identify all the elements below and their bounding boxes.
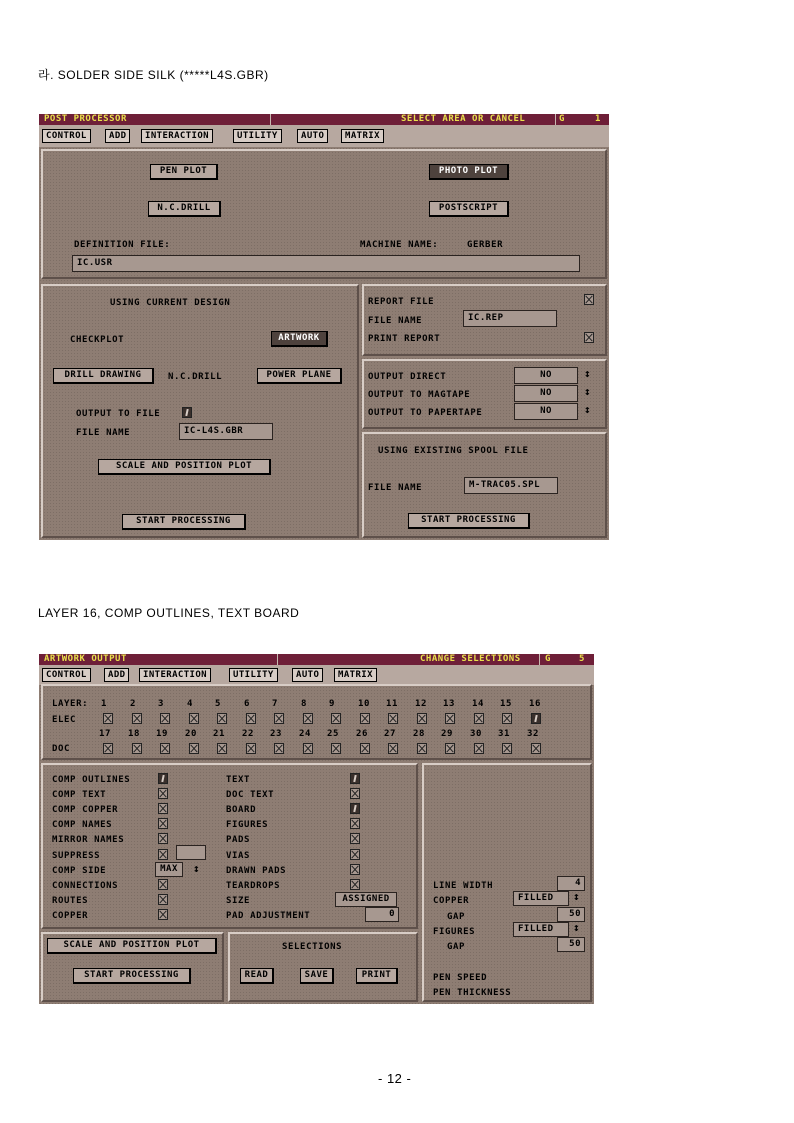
file-name-field[interactable]: IC-L4S.GBR: [179, 423, 273, 440]
layer-number: 12: [415, 699, 428, 709]
photo-plot-button[interactable]: PHOTO PLOT: [429, 164, 509, 180]
layer-number: 13: [443, 699, 456, 709]
layer-number: 7: [272, 699, 279, 709]
option-checkbox[interactable]: [350, 849, 360, 860]
option-checkbox[interactable]: [158, 818, 168, 829]
figures-fill-label: FIGURES: [433, 927, 476, 937]
pen-thickness-label: PEN THICKNESS: [433, 988, 512, 998]
pad-adjustment-field[interactable]: 0: [365, 907, 399, 922]
window-title: POST PROCESSOR: [44, 114, 127, 124]
elec-layer-checkbox[interactable]: [502, 713, 512, 724]
page-number: - 12 -: [378, 1071, 412, 1086]
nc-drill-label: N.C.DRILL: [168, 372, 223, 382]
elec-layer-checkbox[interactable]: [246, 713, 256, 724]
layer-label: LAYER:: [52, 699, 89, 709]
menu-control[interactable]: CONTROL: [42, 668, 91, 682]
caption-solder-side-silk: 라. SOLDER SIDE SILK (*****L4S.GBR): [38, 68, 269, 82]
elec-layer-checkbox[interactable]: [531, 713, 541, 724]
option-checkbox[interactable]: [158, 788, 168, 799]
status-prompt: CHANGE SELECTIONS: [420, 654, 521, 664]
option-checkbox[interactable]: [350, 773, 360, 784]
copper-gap-label: GAP: [447, 912, 466, 922]
doc-label: DOC: [52, 744, 71, 754]
menu-control[interactable]: CONTROL: [42, 129, 91, 143]
option-label: COPPER: [52, 911, 89, 921]
doc-layer-checkbox[interactable]: [132, 743, 142, 754]
menu-add[interactable]: ADD: [105, 129, 130, 143]
status-number: 5: [579, 654, 585, 664]
spool-name-label: FILE NAME: [368, 483, 423, 493]
figures-gap-label: GAP: [447, 942, 466, 952]
doc-layer-checkbox[interactable]: [274, 743, 284, 754]
checkplot-option[interactable]: CHECKPLOT: [70, 335, 125, 345]
scale-position-plot-button[interactable]: SCALE AND POSITION PLOT: [98, 459, 271, 475]
caption-layer-16: LAYER 16, COMP OUTLINES, TEXT BOARD: [38, 606, 300, 620]
option-checkbox[interactable]: [350, 833, 360, 844]
suppress-field[interactable]: [176, 845, 206, 860]
option-label: CONNECTIONS: [52, 881, 119, 891]
layer-number: 2: [130, 699, 137, 709]
option-checkbox[interactable]: [158, 803, 168, 814]
print-report-label: PRINT REPORT: [368, 334, 441, 344]
option-label: COMP TEXT: [52, 790, 107, 800]
elec-layer-checkbox[interactable]: [217, 713, 227, 724]
copper-gap-field[interactable]: 50: [557, 907, 585, 922]
print-report-checkbox[interactable]: [584, 332, 594, 343]
power-plane-button[interactable]: POWER PLANE: [257, 368, 342, 384]
doc-layer-checkbox[interactable]: [160, 743, 170, 754]
option-label: ROUTES: [52, 896, 89, 906]
status-number: 1: [595, 114, 601, 124]
option-label: SIZE: [226, 896, 251, 906]
layer-number: 5: [215, 699, 222, 709]
status-g: G: [545, 654, 551, 664]
report-name-label: FILE NAME: [368, 316, 423, 326]
doc-layer-checkbox[interactable]: [103, 743, 113, 754]
doc-layer-checkbox[interactable]: [246, 743, 256, 754]
layer-number: 22: [242, 729, 255, 739]
elec-layer-checkbox[interactable]: [103, 713, 113, 724]
current-design-panel: [41, 284, 359, 538]
option-label: SUPPRESS: [52, 851, 101, 861]
doc-layer-checkbox[interactable]: [388, 743, 398, 754]
layer-number: 6: [244, 699, 251, 709]
window-title-bar: [39, 114, 609, 125]
layer-number: 30: [470, 729, 483, 739]
elec-layer-checkbox[interactable]: [303, 713, 313, 724]
layer-number: 19: [156, 729, 169, 739]
layer-number: 31: [498, 729, 511, 739]
doc-layer-checkbox[interactable]: [189, 743, 199, 754]
using-current-design-heading: USING CURRENT DESIGN: [110, 298, 231, 308]
layer-number: 26: [356, 729, 369, 739]
size-field[interactable]: ASSIGNED: [335, 892, 397, 907]
elec-layer-checkbox[interactable]: [189, 713, 199, 724]
option-label: VIAS: [226, 851, 251, 861]
layer-number: 24: [299, 729, 312, 739]
spool-panel: [362, 432, 607, 538]
menu-interaction[interactable]: INTERACTION: [139, 668, 211, 682]
option-checkbox[interactable]: [158, 894, 168, 905]
layer-number: 27: [384, 729, 397, 739]
figures-gap-field[interactable]: 50: [557, 937, 585, 952]
definition-file-field[interactable]: IC.USR: [72, 255, 580, 272]
read-button[interactable]: READ: [240, 968, 274, 984]
layer-number: 10: [358, 699, 371, 709]
output-to-file-label: OUTPUT TO FILE: [76, 409, 161, 419]
menu-utility[interactable]: UTILITY: [229, 668, 278, 682]
option-label: COMP NAMES: [52, 820, 113, 830]
pen-settings-panel: [422, 763, 592, 1002]
elec-layer-checkbox[interactable]: [274, 713, 284, 724]
option-checkbox[interactable]: [158, 909, 168, 920]
output-magtape-arrows-icon[interactable]: ↕: [584, 385, 591, 398]
option-label: MIRROR NAMES: [52, 835, 125, 845]
output-to-file-checkbox[interactable]: [182, 407, 192, 418]
output-papertape-label: OUTPUT TO PAPERTAPE: [368, 408, 483, 418]
window-title: ARTWORK OUTPUT: [44, 654, 127, 664]
elec-layer-checkbox[interactable]: [445, 713, 455, 724]
menu-utility[interactable]: UTILITY: [233, 129, 282, 143]
artwork-button[interactable]: ARTWORK: [271, 331, 328, 347]
option-label: BOARD: [226, 805, 257, 815]
layer-selection-panel: [41, 684, 592, 760]
elec-layer-checkbox[interactable]: [474, 713, 484, 724]
selections-heading: SELECTIONS: [282, 942, 343, 952]
report-file-checkbox[interactable]: [584, 294, 594, 305]
option-checkbox[interactable]: [158, 849, 168, 860]
elec-layer-checkbox[interactable]: [132, 713, 142, 724]
option-label: PADS: [226, 835, 251, 845]
nc-drill-button[interactable]: N.C.DRILL: [148, 201, 221, 217]
layer-number: 14: [472, 699, 485, 709]
layer-number: 29: [441, 729, 454, 739]
menu-bar: [39, 665, 594, 685]
status-g: G: [559, 114, 565, 124]
output-direct-arrows-icon[interactable]: ↕: [584, 367, 591, 380]
doc-layer-checkbox[interactable]: [445, 743, 455, 754]
option-label: TEARDROPS: [226, 881, 281, 891]
option-label: COMP COPPER: [52, 805, 119, 815]
option-checkbox[interactable]: [158, 773, 168, 784]
layer-number: 16: [529, 699, 542, 709]
elec-label: ELEC: [52, 715, 77, 725]
option-checkbox[interactable]: [350, 864, 360, 875]
copper-fill-arrows-icon[interactable]: ↕: [573, 890, 580, 903]
option-label: FIGURES: [226, 820, 269, 830]
menu-matrix[interactable]: MATRIX: [341, 129, 384, 143]
option-label: COMP SIDE: [52, 866, 107, 876]
comp-side-field[interactable]: MAX: [155, 862, 183, 877]
layer-number: 1: [101, 699, 108, 709]
start-processing-button[interactable]: START PROCESSING: [122, 514, 246, 530]
option-checkbox[interactable]: [350, 879, 360, 890]
spool-name-field[interactable]: M-TRAC05.SPL: [464, 477, 558, 494]
doc-layer-checkbox[interactable]: [331, 743, 341, 754]
output-magtape-field[interactable]: NO: [514, 385, 578, 402]
scale-position-plot-button[interactable]: SCALE AND POSITION PLOT: [47, 938, 217, 954]
figures-fill-field[interactable]: FILLED: [513, 922, 569, 937]
figures-fill-arrows-icon[interactable]: ↕: [573, 921, 580, 934]
doc-layer-checkbox[interactable]: [417, 743, 427, 754]
layer-number: 17: [99, 729, 112, 739]
option-checkbox[interactable]: [350, 803, 360, 814]
processing-panel: [41, 932, 224, 1002]
elec-layer-checkbox[interactable]: [360, 713, 370, 724]
output-target-panel: [362, 359, 607, 429]
doc-layer-checkbox[interactable]: [303, 743, 313, 754]
pen-plot-button[interactable]: PEN PLOT: [150, 164, 218, 180]
layer-number: 28: [413, 729, 426, 739]
report-panel: [362, 284, 607, 356]
output-papertape-arrows-icon[interactable]: ↕: [584, 403, 591, 416]
line-width-field[interactable]: 4: [557, 876, 585, 891]
print-button[interactable]: PRINT: [356, 968, 398, 984]
option-checkbox[interactable]: [350, 818, 360, 829]
option-label: DRAWN PADS: [226, 866, 287, 876]
layer-number: 23: [270, 729, 283, 739]
doc-layer-checkbox[interactable]: [502, 743, 512, 754]
elec-layer-checkbox[interactable]: [160, 713, 170, 724]
layer-number: 8: [301, 699, 308, 709]
output-direct-label: OUTPUT DIRECT: [368, 372, 447, 382]
layer-number: 3: [158, 699, 165, 709]
doc-layer-checkbox[interactable]: [360, 743, 370, 754]
file-name-label: FILE NAME: [76, 428, 131, 438]
option-label: PAD ADJUSTMENT: [226, 911, 311, 921]
copper-fill-field[interactable]: FILLED: [513, 891, 569, 906]
layer-number: 32: [527, 729, 540, 739]
output-magtape-label: OUTPUT TO MAGTAPE: [368, 390, 471, 400]
layer-number: 25: [327, 729, 340, 739]
machine-name-value: GERBER: [467, 240, 504, 250]
report-name-field[interactable]: IC.REP: [463, 310, 557, 327]
doc-layer-checkbox[interactable]: [531, 743, 541, 754]
layer-number: 9: [329, 699, 336, 709]
menu-bar: [39, 125, 609, 147]
menu-matrix[interactable]: MATRIX: [334, 668, 377, 682]
save-button[interactable]: SAVE: [300, 968, 334, 984]
report-file-label: REPORT FILE: [368, 297, 435, 307]
option-checkbox[interactable]: [158, 879, 168, 890]
plot-type-panel: [41, 149, 607, 279]
layer-number: 11: [386, 699, 399, 709]
layer-number: 15: [500, 699, 513, 709]
option-checkbox[interactable]: [158, 833, 168, 844]
option-checkbox[interactable]: [350, 788, 360, 799]
output-papertape-field[interactable]: NO: [514, 403, 578, 420]
artwork-options-panel: [41, 763, 418, 929]
using-existing-spool-heading: USING EXISTING SPOOL FILE: [378, 446, 529, 456]
line-width-label: LINE WIDTH: [433, 881, 494, 891]
elec-layer-checkbox[interactable]: [388, 713, 398, 724]
layer-number: 20: [185, 729, 198, 739]
status-prompt: SELECT AREA OR CANCEL: [401, 114, 526, 124]
pen-speed-label: PEN SPEED: [433, 973, 488, 983]
window-title-bar: [39, 654, 594, 665]
comp-side-arrows-icon[interactable]: ↕: [193, 862, 200, 875]
option-label: COMP OUTLINES: [52, 775, 131, 785]
selections-panel: [228, 932, 418, 1002]
menu-auto[interactable]: AUTO: [292, 668, 323, 682]
layer-number: 21: [213, 729, 226, 739]
drill-drawing-button[interactable]: DRILL DRAWING: [53, 368, 154, 384]
layer-number: 18: [128, 729, 141, 739]
elec-layer-checkbox[interactable]: [417, 713, 427, 724]
artwork-output-window: [39, 654, 594, 1004]
doc-layer-checkbox[interactable]: [474, 743, 484, 754]
machine-name-label: MACHINE NAME:: [360, 240, 439, 250]
output-direct-field[interactable]: NO: [514, 367, 578, 384]
post-processor-window: [39, 114, 609, 540]
postscript-button[interactable]: POSTSCRIPT: [429, 201, 509, 217]
option-label: TEXT: [226, 775, 251, 785]
doc-layer-checkbox[interactable]: [217, 743, 227, 754]
menu-add[interactable]: ADD: [104, 668, 129, 682]
layer-number: 4: [187, 699, 194, 709]
menu-interaction[interactable]: INTERACTION: [141, 129, 213, 143]
option-label: DOC TEXT: [226, 790, 275, 800]
definition-file-label: DEFINITION FILE:: [74, 240, 171, 250]
copper-fill-label: COPPER: [433, 896, 470, 906]
elec-layer-checkbox[interactable]: [331, 713, 341, 724]
menu-auto[interactable]: AUTO: [297, 129, 328, 143]
start-processing-button[interactable]: START PROCESSING: [73, 968, 191, 984]
start-processing-spool-button[interactable]: START PROCESSING: [408, 513, 530, 529]
